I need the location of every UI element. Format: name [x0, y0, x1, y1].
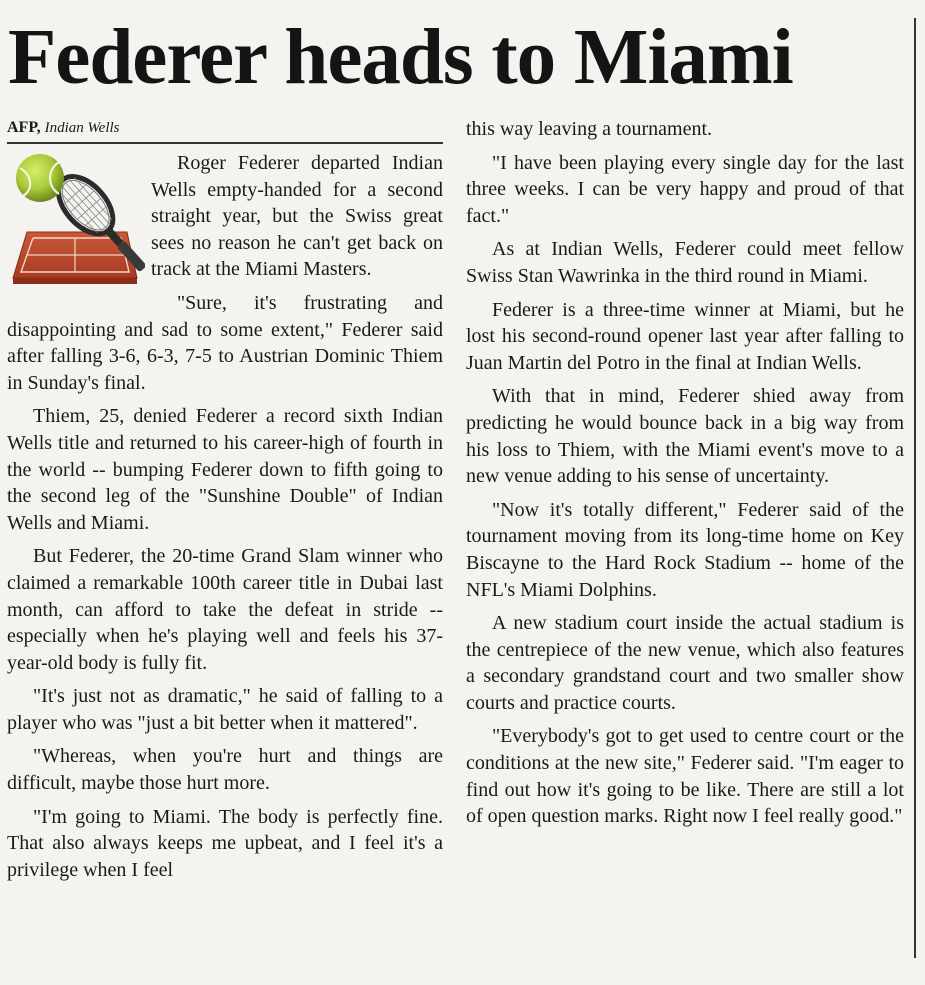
paragraph: "It's just not as dramatic," he said of falling to a player who was "just a bit better when it mattered".	[7, 685, 443, 734]
paragraph: As at Indian Wells, Federer could meet fellow Swiss Stan Wawrinka in the third round in Miami.	[466, 238, 904, 287]
paragraph: "I'm going to Miami. The body is perfectly fine. That also always keeps me upbeat, and I feel it's a privilege when I feel	[7, 805, 443, 881]
paragraph: "Everybody's got to get used to centre court or the conditions at the new site," Federer said. "I'm eager to find out how it's going to be like. There are still a lot of open question marks. Right now I feel really good."	[466, 725, 904, 828]
paragraph: With that in mind, Federer shied away from predicting he would bounce back in a big way from his loss to Thiem, with the Miami event's move to a new venue adding to his sense of uncertainty.	[466, 385, 904, 488]
paragraph: Roger Federer departed Indian Wells empty-handed for a second straight year, but the Swiss great sees no reason he can't get back on track at the Miami Masters.	[151, 152, 443, 281]
paragraph: "Now it's totally different," Federer said of the tournament moving from its long-time home on Key Biscayne to the Hard Rock Stadium -- home of the NFL's Miami Dolphins.	[466, 498, 904, 601]
byline-rule	[7, 142, 443, 144]
paragraph: "Sure, it's frustrating and disappointing and sad to some extent," Federer said after falling 3-6, 6-3, 7-5 to Austrian Dominic Thiem in Sunday's final.	[7, 291, 443, 394]
byline-agency: AFP,	[7, 119, 41, 136]
left-column	[7, 116, 443, 883]
right-column	[466, 116, 904, 830]
paragraph-continuation: this way leaving a tournament.	[466, 118, 713, 140]
paragraph: Thiem, 25, denied Federer a record sixth Indian Wells title and returned to his career-high of fourth in the world -- bumping Federer down to fifth going to the second leg of the "Sunshine Double" of Indian Wells and Miami.	[7, 405, 443, 534]
byline-place: Indian Wells	[44, 120, 120, 136]
column-rule	[914, 18, 916, 958]
byline	[7, 116, 443, 142]
tennis-ball-racket-court-icon	[7, 150, 145, 296]
headline: Federer heads to Miami	[8, 14, 793, 101]
paragraph: "I have been playing every single day for the last three weeks. I can be very happy and proud of that fact."	[466, 151, 904, 227]
paragraph: But Federer, the 20-time Grand Slam winner who claimed a remarkable 100th career title in Dubai last month, can afford to take the defeat in stride -- especially when he's playing well and feels his 37-year-old body is fully fit.	[7, 545, 443, 674]
paragraph: "Whereas, when you're hurt and things are difficult, maybe those hurt more.	[7, 745, 443, 795]
paragraph: Federer is a three-time winner at Miami, but he lost his second-round opener last year after falling to Juan Martin del Potro in the final at Indian Wells.	[466, 298, 904, 374]
paragraph: A new stadium court inside the actual stadium is the centrepiece of the new venue, which also features a secondary grandstand court and two smaller show courts and practice courts.	[466, 612, 904, 714]
